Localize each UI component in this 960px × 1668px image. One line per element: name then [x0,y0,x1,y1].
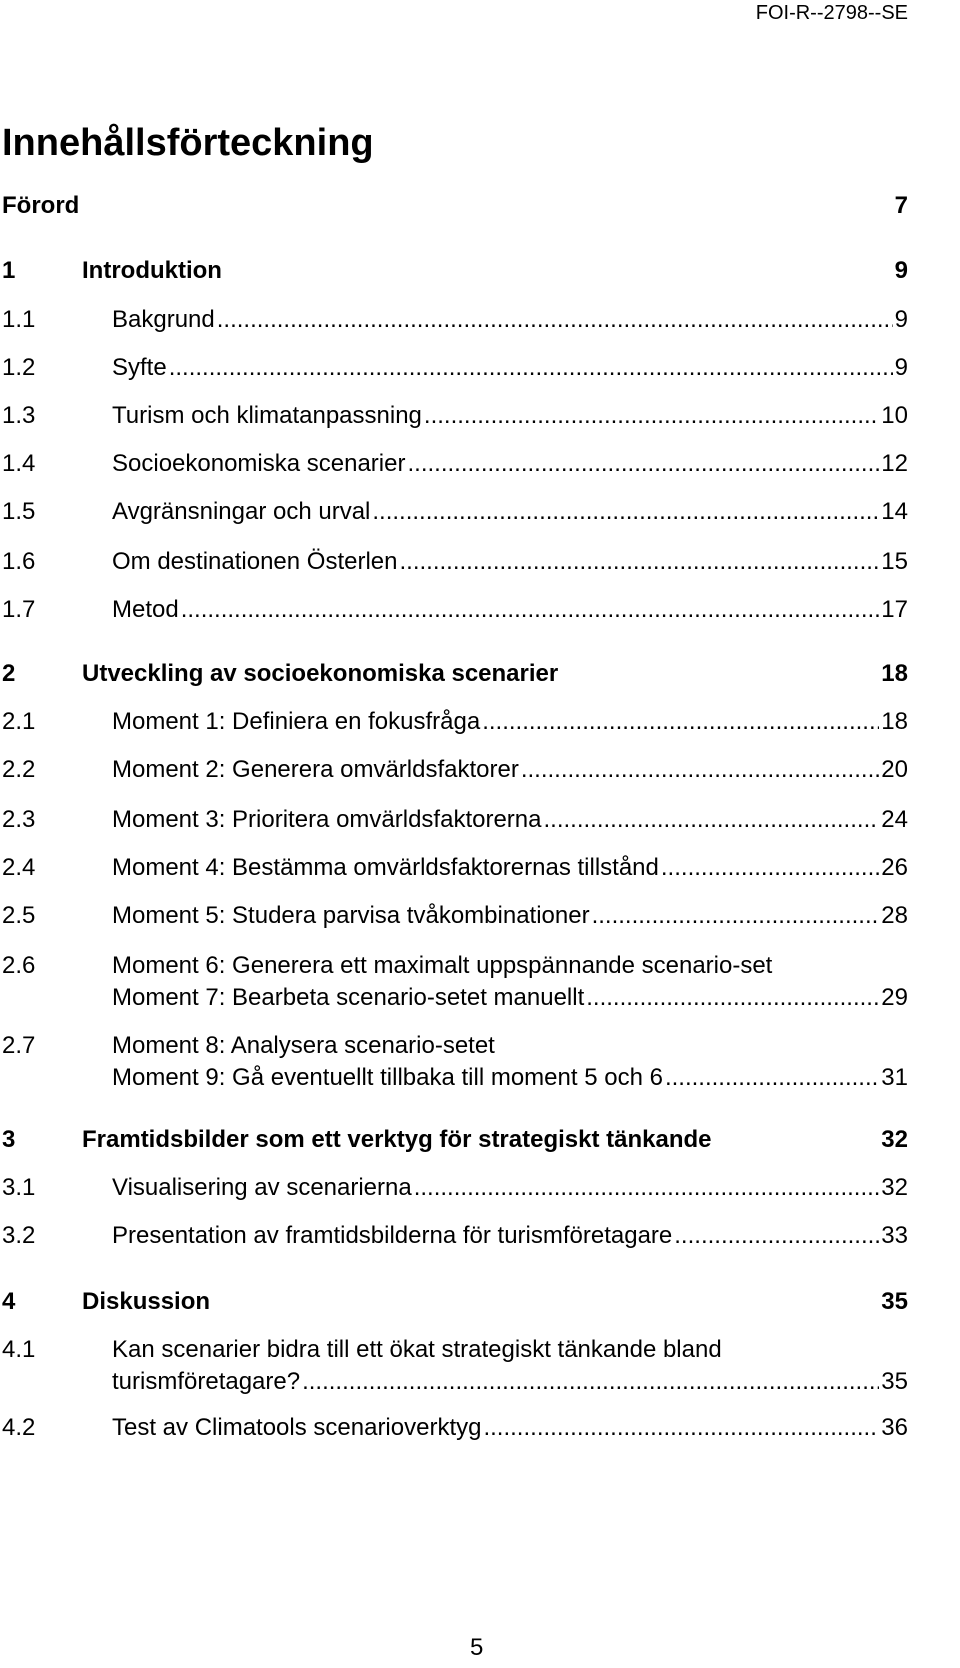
dot-leader [483,1410,879,1446]
toc-entry-page: 7 [894,192,908,219]
chapter-page: 18 [881,660,908,687]
chapter-page: 32 [881,1126,908,1153]
toc-chapter-3[interactable] [0,1122,960,1158]
section-number: 2.3 [2,806,36,833]
dot-leader [424,398,879,434]
toc-section-2-6[interactable] [0,948,960,1018]
dot-leader [407,446,879,482]
section-title: Metod [112,596,179,623]
toc-section-3-2[interactable] [0,1218,960,1254]
section-title: Test av Climatools scenarioverktyg [112,1414,482,1441]
dot-leader [372,494,879,530]
toc-section-1-2[interactable] [0,350,960,386]
section-number: 2.2 [2,756,36,783]
dot-leader [302,1364,879,1400]
section-title: Kan scenarier bidra till ett ökat strategiskt tänkande bland [112,1336,722,1363]
toc-section-4-2[interactable] [0,1410,960,1446]
section-title: Om destinationen Österlen [112,548,398,575]
dot-leader [169,350,893,386]
section-page: 12 [881,450,908,477]
toc-entry-foreword[interactable] [0,188,960,224]
section-number: 2.1 [2,708,36,735]
section-page: 33 [881,1222,908,1249]
toc-section-3-1[interactable] [0,1170,960,1206]
section-number: 1.3 [2,402,36,429]
section-page: 9 [894,306,908,333]
toc-section-2-7[interactable] [0,1028,960,1098]
section-number: 1.7 [2,596,36,623]
chapter-page: 9 [894,257,908,284]
section-page: 29 [881,984,908,1011]
section-number: 3.1 [2,1174,36,1201]
dot-leader [674,1218,879,1254]
toc-section-2-2[interactable] [0,752,960,788]
section-title: Moment 4: Bestämma omvärldsfaktorernas tillstånd [112,854,659,881]
dot-leader [217,302,893,338]
page-title: Innehållsförteckning [2,122,374,164]
dot-leader [482,704,879,740]
toc-section-1-7[interactable] [0,592,960,628]
section-page: 9 [894,354,908,381]
section-title-continued: Moment 7: Bearbeta scenario-setet manuellt [112,984,585,1011]
section-page: 31 [881,1064,908,1091]
toc-chapter-2[interactable] [0,656,960,692]
section-title: Socioekonomiska scenarier [112,450,406,477]
section-title: Moment 5: Studera parvisa tvåkombinationer [112,902,590,929]
section-title: Moment 6: Generera ett maximalt uppspännande scenario-set [112,952,773,979]
chapter-number: 2 [2,660,16,687]
toc-section-1-4[interactable] [0,446,960,482]
dot-leader [586,980,879,1016]
dot-leader [592,898,880,934]
section-number: 1.4 [2,450,36,477]
chapter-title: Introduktion [82,257,222,284]
section-title: Moment 8: Analysera scenario-setet [112,1032,495,1059]
section-page: 26 [881,854,908,881]
dot-leader [414,1170,880,1206]
section-number: 2.6 [2,952,36,979]
chapter-number: 1 [2,257,16,284]
toc-entry-label: Förord [2,192,80,219]
section-page: 18 [881,708,908,735]
chapter-title: Framtidsbilder som ett verktyg för strategiskt tänkande [82,1126,712,1153]
chapter-title: Diskussion [82,1288,211,1315]
toc-section-1-6[interactable] [0,544,960,580]
toc-section-1-5[interactable] [0,494,960,530]
section-page: 36 [881,1414,908,1441]
toc-section-4-1[interactable] [0,1332,960,1402]
toc-chapter-4[interactable] [0,1284,960,1320]
section-title: Presentation av framtidsbilderna för turismföretagare [112,1222,673,1249]
section-page: 14 [881,498,908,525]
section-number: 1.6 [2,548,36,575]
section-page: 24 [881,806,908,833]
section-title: Turism och klimatanpassning [112,402,422,429]
section-title: Moment 2: Generera omvärldsfaktorer [112,756,519,783]
chapter-number: 4 [2,1288,16,1315]
section-number: 1.1 [2,306,36,333]
section-page: 20 [881,756,908,783]
section-title: Moment 1: Definiera en fokusfråga [112,708,481,735]
section-number: 3.2 [2,1222,36,1249]
section-number: 4.2 [2,1414,36,1441]
section-page: 32 [881,1174,908,1201]
dot-leader [181,592,880,628]
chapter-number: 3 [2,1126,16,1153]
section-title: Avgränsningar och urval [112,498,371,525]
section-title-continued: Moment 9: Gå eventuellt tillbaka till moment 5 och 6 [112,1064,663,1091]
section-title: Visualisering av scenarierna [112,1174,412,1201]
section-number: 4.1 [2,1336,36,1363]
chapter-page: 35 [881,1288,908,1315]
toc-section-2-1[interactable] [0,704,960,740]
toc-section-1-3[interactable] [0,398,960,434]
toc-section-2-4[interactable] [0,850,960,886]
dot-leader [661,850,879,886]
toc-chapter-1[interactable] [0,253,960,289]
section-page: 15 [881,548,908,575]
dot-leader [665,1060,879,1096]
page-number: 5 [470,1634,484,1661]
section-page: 17 [881,596,908,623]
section-number: 2.7 [2,1032,36,1059]
section-title-continued: turismföretagare? [112,1368,301,1395]
toc-section-2-3[interactable] [0,802,960,838]
section-title: Syfte [112,354,167,381]
section-number: 1.2 [2,354,36,381]
chapter-title: Utveckling av socioekonomiska scenarier [82,660,559,687]
document-id: FOI-R--2798--SE [755,2,908,24]
section-title: Bakgrund [112,306,215,333]
section-title: Moment 3: Prioritera omvärldsfaktorerna [112,806,542,833]
dot-leader [521,752,879,788]
section-page: 10 [881,402,908,429]
section-number: 2.4 [2,854,36,881]
section-number: 2.5 [2,902,36,929]
toc-section-2-5[interactable] [0,898,960,934]
section-page: 28 [881,902,908,929]
toc-section-1-1[interactable] [0,302,960,338]
section-page: 35 [881,1368,908,1395]
dot-leader [399,544,879,580]
dot-leader [544,802,880,838]
section-number: 1.5 [2,498,36,525]
